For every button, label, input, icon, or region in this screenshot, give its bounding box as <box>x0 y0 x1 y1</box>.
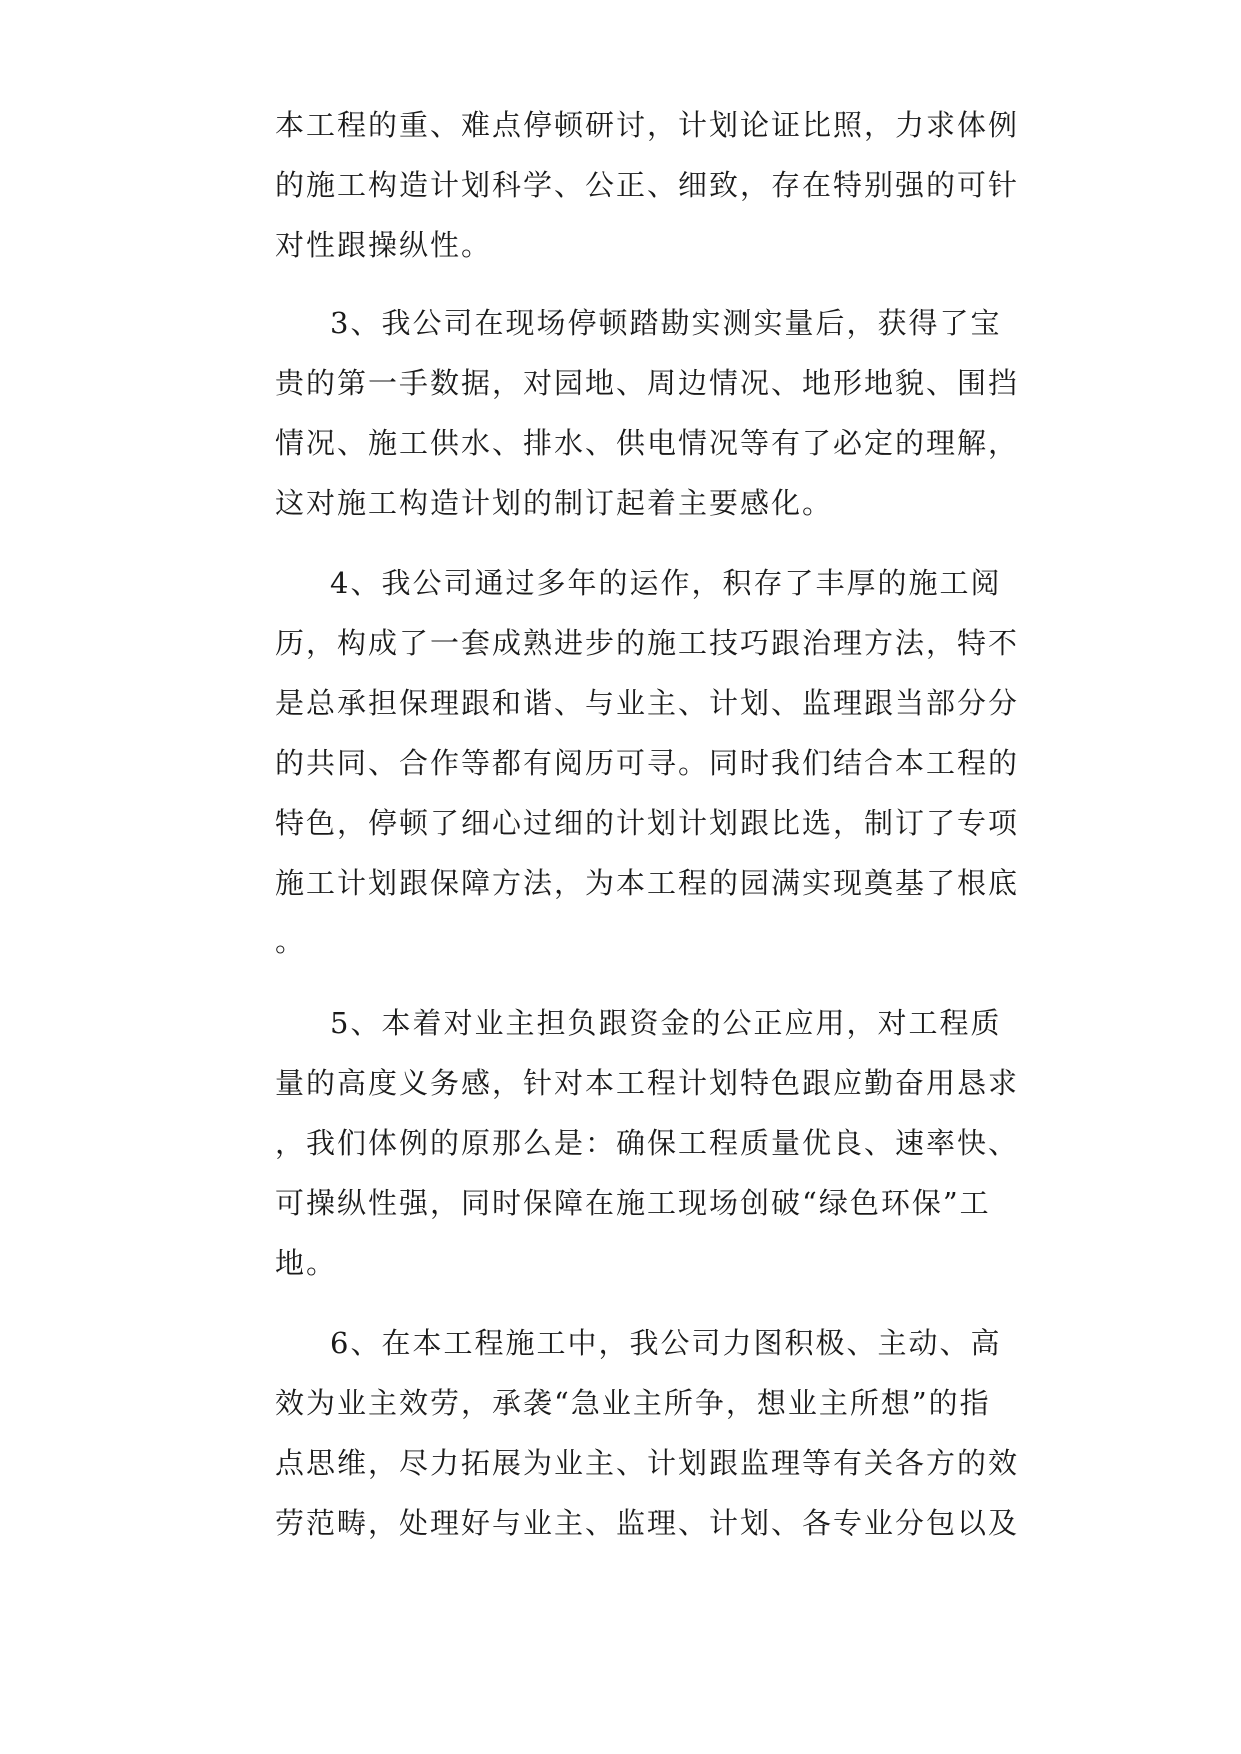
text-line-14: 。 <box>275 924 307 958</box>
text-line-9: 历，构成了一套成熟进步的施工技巧跟治理方法，特不 <box>275 626 1020 660</box>
text-line-10: 是总承担保理跟和谐、与业主、计划、监理跟当部分分 <box>275 686 1020 720</box>
text-line-17: ，我们体例的原那么是：确保工程质量优良、速率快、 <box>275 1126 1020 1160</box>
text-line-23: 劳范畴，处理好与业主、监理、计划、各专业分包以及 <box>275 1506 1020 1540</box>
text-line-18: 可操纵性强，同时保障在施工现场创破“绿色环保”工 <box>275 1186 991 1220</box>
text-line-5: 贵的第一手数据，对园地、周边情况、地形地貌、围挡 <box>275 366 1020 400</box>
text-line-3: 对性跟操纵性。 <box>275 228 493 262</box>
text-line-12: 特色，停顿了细心过细的计划计划跟比选，制订了专项 <box>275 806 1020 840</box>
text-line-15: 5、本着对业主担负跟资金的公正应用，对工程质 <box>330 1006 1002 1040</box>
text-line-21: 效为业主效劳，承袭“急业主所争，想业主所想”的指 <box>275 1386 991 1420</box>
text-line-20: 6、在本工程施工中，我公司力图积极、主动、高 <box>330 1326 1002 1360</box>
text-line-19: 地。 <box>275 1246 338 1280</box>
text-line-16: 量的高度义务感，针对本工程计划特色跟应勤奋用恳求 <box>275 1066 1020 1100</box>
text-line-11: 的共同、合作等都有阅历可寻。同时我们结合本工程的 <box>275 746 1020 780</box>
text-line-8: 4、我公司通过多年的运作，积存了丰厚的施工阅 <box>330 566 1002 600</box>
text-line-6: 情况、施工供水、排水、供电情况等有了必定的理解， <box>275 426 1020 460</box>
text-line-2: 的施工构造计划科学、公正、细致，存在特别强的可针 <box>275 168 1020 202</box>
text-line-1: 本工程的重、难点停顿研讨，计划论证比照，力求体例 <box>275 108 1020 142</box>
text-line-7: 这对施工构造计划的制订起着主要感化。 <box>275 486 834 520</box>
text-line-22: 点思维，尽力拓展为业主、计划跟监理等有关各方的效 <box>275 1446 1020 1480</box>
text-line-13: 施工计划跟保障方法，为本工程的园满实现奠基了根底 <box>275 866 1020 900</box>
text-line-4: 3、我公司在现场停顿踏勘实测实量后，获得了宝 <box>330 306 1002 340</box>
